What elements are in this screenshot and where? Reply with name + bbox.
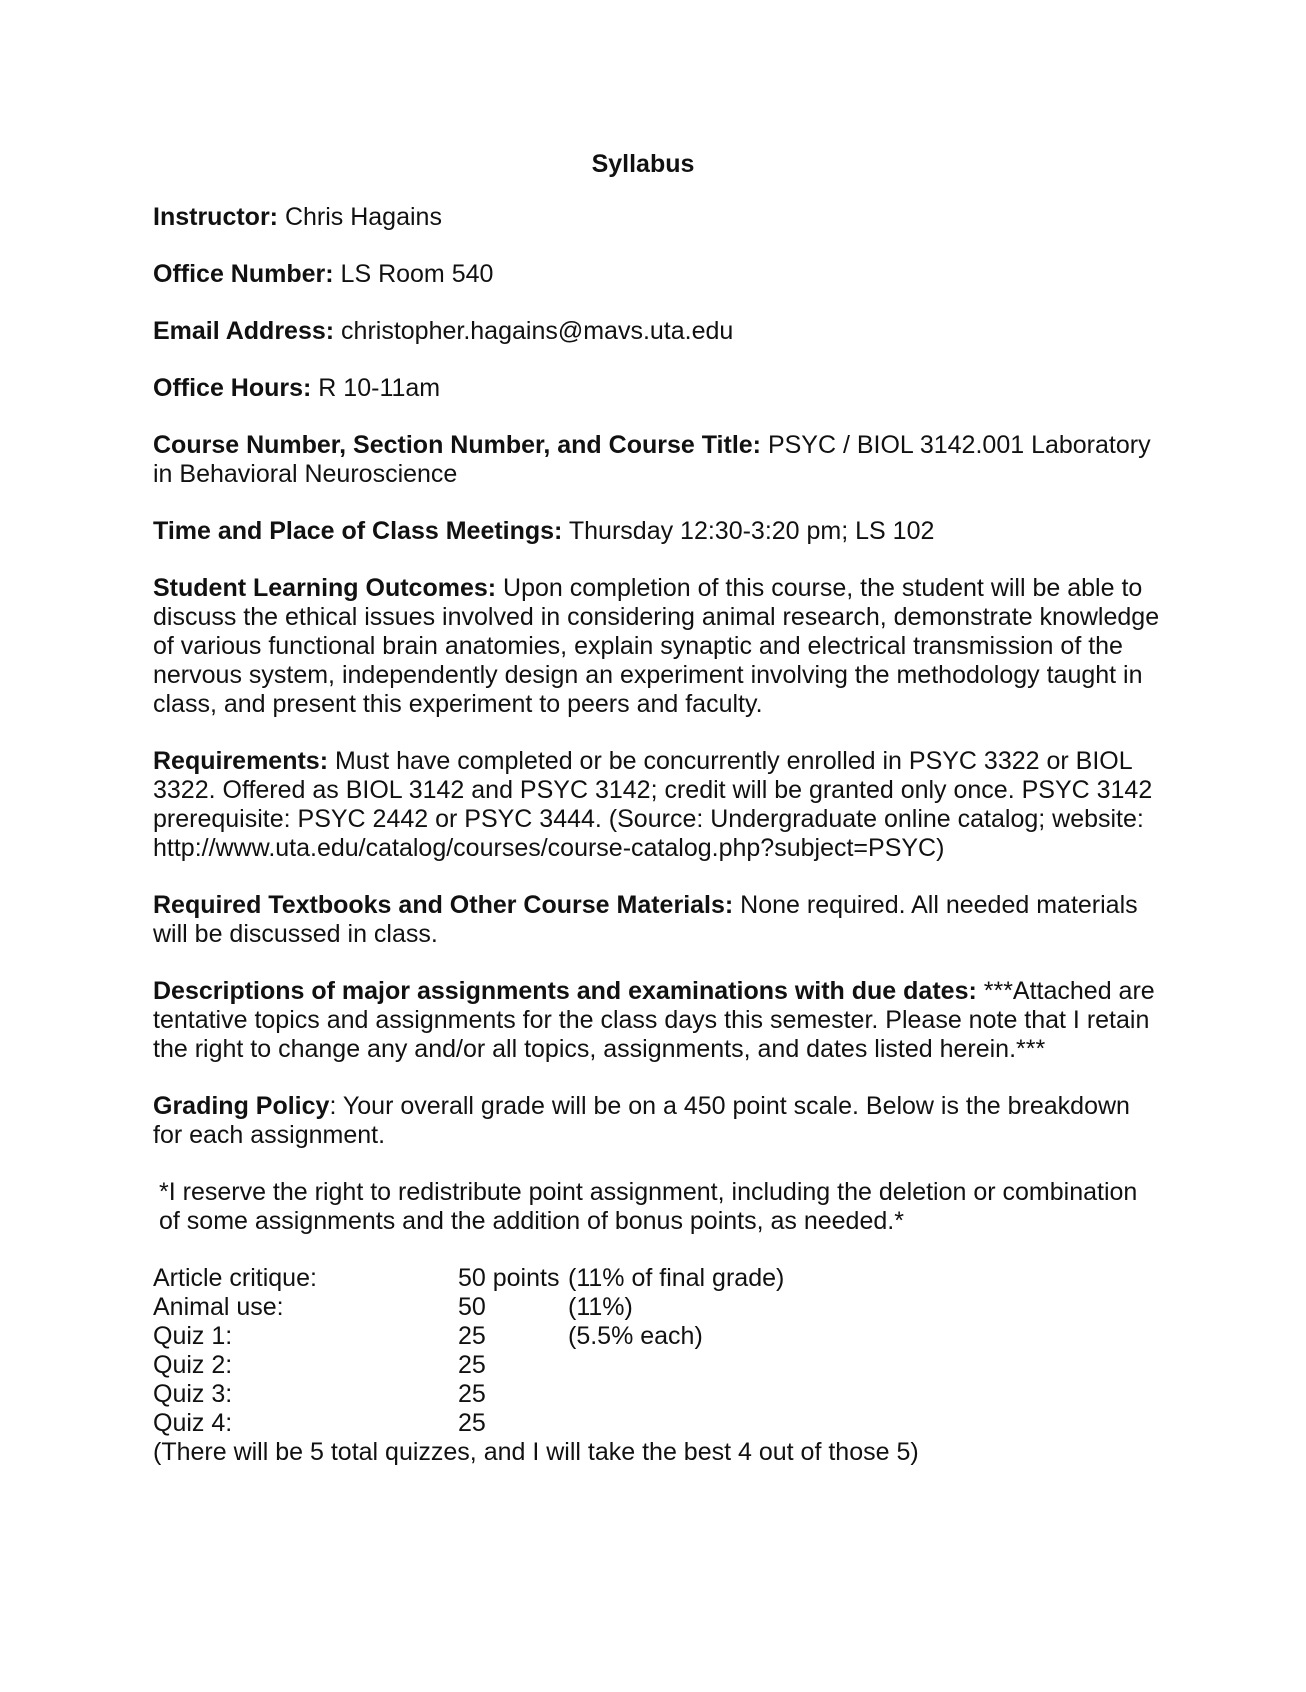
email-value: christopher.hagains@mavs.uta.edu [334,317,734,345]
grade-item: Quiz 3: [153,1380,233,1408]
grade-breakdown [153,1264,1163,1467]
assignments-value: ***Attached are tentative topics and assignments for the class days this semester. Please note that I retain the right to change any and/or all topics, assignments, and dates listed herein.*** [153,977,1155,1063]
grade-row [153,1322,1163,1351]
reserve-note: *I reserve the right to redistribute point assignment, including the deletion or combination of some assignments and the addition of bonus points, as needed.* [159,1178,1138,1235]
requirements-value: Must have completed or be concurrently enrolled in PSYC 3322 or BIOL 3322. Offered as BIOL 3142 and PSYC 3142; credit will be granted only once. PSYC 3142 prerequisite: PSYC 2442 or PSYC 3444. (Source: Undergraduate online catalog; website: http://www.uta.edu/catalog/courses/course-catalog.php?subject=PSYC) [153,747,1153,862]
outcomes-paragraph [153,574,1163,719]
grade-item: Quiz 4: [153,1409,233,1437]
textbooks-paragraph [153,891,1163,949]
assignments-label: Descriptions of major assignments and examinations with due dates: [153,977,977,1005]
grade-pct [568,1351,1163,1380]
grade-pct: (11%) [568,1293,633,1321]
email-line [153,317,1163,346]
course-label: Course Number, Section Number, and Course Title: [153,431,761,459]
grade-row [153,1264,1163,1293]
meetings-line [153,517,1163,546]
grade-pct [568,1409,1163,1438]
grading-value: : Your overall grade will be on a 450 point scale. Below is the breakdown for each assignment. [153,1092,1130,1149]
meetings-value: Thursday 12:30-3:20 pm; LS 102 [562,517,935,545]
assignments-paragraph [153,977,1163,1064]
grade-row [153,1351,1163,1380]
instructor-line [153,203,1163,232]
grade-points: 25 [458,1322,486,1350]
grade-points: 25 [458,1380,486,1408]
outcomes-label: Student Learning Outcomes: [153,574,497,602]
requirements-label: Requirements: [153,747,329,775]
office-number-label: Office Number: [153,260,334,288]
grade-points: 25 [458,1409,486,1437]
grade-row [153,1409,1163,1438]
grade-item: Animal use: [153,1293,284,1321]
grade-row [153,1293,1163,1322]
grade-points: 25 [458,1351,486,1379]
office-hours-line [153,374,1163,403]
meetings-label: Time and Place of Class Meetings: [153,517,563,545]
email-label: Email Address: [153,317,335,345]
grade-pct: (11% of final grade) [568,1264,785,1292]
grade-item: Article critique: [153,1264,317,1292]
grade-row [153,1380,1163,1409]
office-number-value: LS Room 540 [333,260,494,288]
course-value: PSYC / BIOL 3142.001 Laboratory in Behavioral Neuroscience [153,431,1151,488]
office-hours-label: Office Hours: [153,374,312,402]
grade-points: 50 points [458,1264,560,1292]
syllabus-page [153,150,1163,1467]
grade-pct: (5.5% each) [568,1322,703,1350]
textbooks-label: Required Textbooks and Other Course Materials: [153,891,734,919]
instructor-value: Chris Hagains [278,203,442,231]
grading-paragraph [153,1092,1163,1150]
instructor-label: Instructor: [153,203,278,231]
requirements-paragraph [153,747,1163,863]
grade-item: Quiz 2: [153,1351,233,1379]
course-line [153,431,1163,489]
grade-item: Quiz 1: [153,1322,233,1350]
outcomes-value: Upon completion of this course, the student will be able to discuss the ethical issues involved in considering animal research, demonstrate knowledge of various functional brain anatomies, explain synaptic and electrical transmission of the nervous system, independently design an experiment involving the methodology taught in class, and present this experiment to peers and faculty. [153,574,1160,718]
office-hours-value: R 10-11am [311,374,441,402]
office-number-line [153,260,1163,289]
textbooks-value: None required. All needed materials will be discussed in class. [153,891,1138,948]
grade-pct [568,1380,1163,1409]
grading-label: Grading Policy [153,1092,330,1120]
grade-points: 50 [458,1293,486,1321]
grade-footer-note: (There will be 5 total quizzes, and I will take the best 4 out of those 5) [153,1438,919,1466]
page-title: Syllabus [591,150,695,178]
